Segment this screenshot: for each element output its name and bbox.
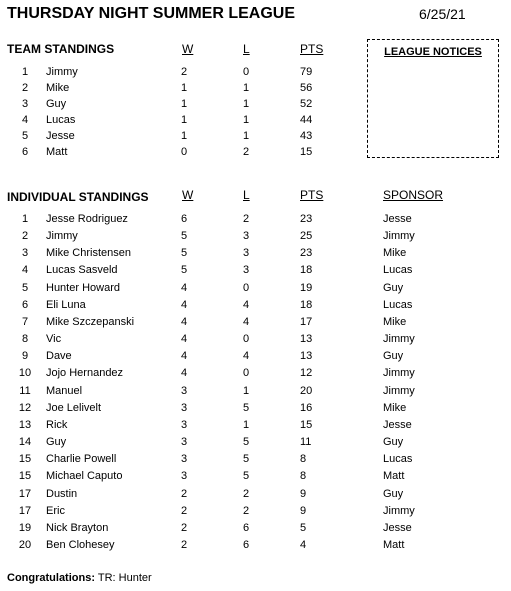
team-losses: 2 — [243, 146, 250, 158]
player-wins: 4 — [181, 299, 188, 311]
player-sponsor: Matt — [383, 470, 405, 482]
player-points: 17 — [300, 316, 313, 328]
team-name: Jimmy — [46, 66, 78, 78]
team-name: Lucas — [46, 114, 76, 126]
player-name: Vic — [46, 333, 62, 345]
player-name: Guy — [46, 436, 67, 448]
player-name: Dustin — [46, 488, 78, 500]
team-points: 43 — [300, 130, 313, 142]
team-name: Matt — [46, 146, 68, 158]
team-rank: 6 — [21, 146, 29, 158]
player-rank: 7 — [21, 316, 29, 328]
player-name: Jesse Rodriguez — [46, 213, 128, 225]
player-sponsor: Jimmy — [383, 385, 415, 397]
player-wins: 4 — [181, 367, 188, 379]
team-losses: 1 — [243, 114, 250, 126]
player-wins: 4 — [181, 333, 188, 345]
player-points: 18 — [300, 264, 313, 276]
indiv-col-l: L — [243, 188, 250, 202]
player-name: Rick — [46, 419, 68, 431]
player-losses: 0 — [243, 282, 250, 294]
team-wins: 1 — [181, 82, 188, 94]
player-name: Jojo Hernandez — [46, 367, 124, 379]
player-points: 16 — [300, 402, 313, 414]
player-sponsor: Lucas — [383, 453, 413, 465]
player-name: Mike Szczepanski — [46, 316, 135, 328]
player-wins: 3 — [181, 419, 188, 431]
player-losses: 4 — [243, 299, 250, 311]
player-points: 23 — [300, 213, 313, 225]
player-wins: 5 — [181, 264, 188, 276]
player-name: Hunter Howard — [46, 282, 120, 294]
player-name: Lucas Sasveld — [46, 264, 118, 276]
player-sponsor: Guy — [383, 488, 404, 500]
player-sponsor: Mike — [383, 247, 407, 259]
player-rank: 19 — [18, 522, 32, 534]
player-losses: 1 — [243, 419, 250, 431]
team-name: Guy — [46, 98, 67, 110]
team-col-pts: PTS — [300, 42, 324, 56]
player-losses: 0 — [243, 367, 250, 379]
player-name: Eric — [46, 505, 65, 517]
player-wins: 2 — [181, 488, 188, 500]
player-points: 8 — [300, 453, 307, 465]
player-sponsor: Guy — [383, 282, 404, 294]
team-wins: 1 — [181, 114, 188, 126]
player-wins: 5 — [181, 247, 188, 259]
team-wins: 2 — [181, 66, 188, 78]
indiv-col-w: W — [182, 188, 194, 202]
player-sponsor: Guy — [383, 350, 404, 362]
player-losses: 5 — [243, 470, 250, 482]
player-rank: 1 — [21, 213, 29, 225]
player-wins: 5 — [181, 230, 188, 242]
team-rank: 3 — [21, 98, 29, 110]
team-wins: 0 — [181, 146, 188, 158]
team-col-l: L — [243, 42, 250, 56]
player-sponsor: Mike — [383, 316, 407, 328]
player-wins: 2 — [181, 505, 188, 517]
team-name: Mike — [46, 82, 70, 94]
team-standings-heading: TEAM STANDINGS — [7, 42, 115, 56]
player-sponsor: Jimmy — [383, 333, 415, 345]
congratulations-line — [7, 572, 152, 584]
individual-standings-heading: INDIVIDUAL STANDINGS — [7, 190, 149, 204]
player-points: 19 — [300, 282, 313, 294]
player-wins: 3 — [181, 436, 188, 448]
team-rank: 2 — [21, 82, 29, 94]
team-losses: 0 — [243, 66, 250, 78]
player-sponsor: Matt — [383, 539, 405, 551]
congratulations-text: TR: Hunter — [97, 572, 152, 584]
player-rank: 3 — [21, 247, 29, 259]
player-losses: 3 — [243, 247, 250, 259]
team-points: 44 — [300, 114, 313, 126]
player-points: 13 — [300, 350, 313, 362]
player-losses: 5 — [243, 453, 250, 465]
player-wins: 3 — [181, 453, 188, 465]
player-wins: 2 — [181, 539, 188, 551]
player-points: 5 — [300, 522, 307, 534]
player-name: Mike Christensen — [46, 247, 131, 259]
player-losses: 1 — [243, 385, 250, 397]
player-rank: 9 — [21, 350, 29, 362]
player-rank: 8 — [21, 333, 29, 345]
player-name: Ben Clohesey — [46, 539, 115, 551]
player-points: 4 — [300, 539, 307, 551]
player-losses: 2 — [243, 488, 250, 500]
team-points: 52 — [300, 98, 313, 110]
player-rank: 15 — [18, 470, 32, 482]
player-rank: 11 — [19, 385, 31, 397]
player-sponsor: Lucas — [383, 264, 413, 276]
player-points: 9 — [300, 505, 307, 517]
team-col-w: W — [182, 42, 194, 56]
player-losses: 5 — [243, 402, 250, 414]
player-sponsor: Guy — [383, 436, 404, 448]
player-rank: 4 — [21, 264, 29, 276]
player-wins: 4 — [181, 282, 188, 294]
player-points: 8 — [300, 470, 307, 482]
player-points: 25 — [300, 230, 313, 242]
player-losses: 4 — [243, 350, 250, 362]
report-date: 6/25/21 — [419, 6, 466, 22]
player-sponsor: Jesse — [383, 419, 412, 431]
player-points: 15 — [300, 419, 313, 431]
player-name: Dave — [46, 350, 72, 362]
congratulations-label: Congratulations: — [7, 572, 95, 584]
player-sponsor: Lucas — [383, 299, 413, 311]
player-rank: 10 — [18, 367, 32, 379]
player-rank: 12 — [18, 402, 32, 414]
player-name: Eli Luna — [46, 299, 86, 311]
player-losses: 6 — [243, 539, 250, 551]
player-losses: 4 — [243, 316, 250, 328]
player-points: 9 — [300, 488, 307, 500]
player-wins: 3 — [181, 385, 188, 397]
team-name: Jesse — [46, 130, 75, 142]
player-wins: 4 — [181, 350, 188, 362]
player-points: 12 — [300, 367, 313, 379]
player-wins: 3 — [181, 402, 188, 414]
player-points: 11 — [300, 436, 312, 448]
team-points: 15 — [300, 146, 313, 158]
player-sponsor: Mike — [383, 402, 407, 414]
player-rank: 6 — [21, 299, 29, 311]
team-rank: 1 — [21, 66, 29, 78]
team-wins: 1 — [181, 130, 188, 142]
page-title: THURSDAY NIGHT SUMMER LEAGUE — [7, 5, 296, 22]
player-losses: 3 — [243, 230, 250, 242]
team-losses: 1 — [243, 130, 250, 142]
team-points: 56 — [300, 82, 313, 94]
league-notices-heading: LEAGUE NOTICES — [384, 46, 482, 58]
player-points: 23 — [300, 247, 313, 259]
player-wins: 2 — [181, 522, 188, 534]
player-rank: 15 — [18, 453, 32, 465]
player-rank: 5 — [21, 282, 29, 294]
player-rank: 20 — [18, 539, 32, 551]
team-losses: 1 — [243, 98, 250, 110]
team-rank: 5 — [21, 130, 29, 142]
player-losses: 2 — [243, 213, 250, 225]
team-losses: 1 — [243, 82, 250, 94]
player-losses: 2 — [243, 505, 250, 517]
player-sponsor: Jimmy — [383, 505, 415, 517]
team-points: 79 — [300, 66, 313, 78]
player-rank: 17 — [18, 488, 32, 500]
player-name: Nick Brayton — [46, 522, 109, 534]
player-rank: 2 — [21, 230, 29, 242]
player-rank: 14 — [18, 436, 32, 448]
player-name: Charlie Powell — [46, 453, 117, 465]
player-name: Joe Lelivelt — [46, 402, 102, 414]
indiv-col-sponsor: SPONSOR — [383, 188, 444, 202]
player-sponsor: Jesse — [383, 213, 412, 225]
player-name: Manuel — [46, 385, 83, 397]
player-points: 18 — [300, 299, 313, 311]
player-losses: 0 — [243, 333, 250, 345]
player-rank: 13 — [18, 419, 32, 431]
player-losses: 3 — [243, 264, 250, 276]
player-name: Michael Caputo — [46, 470, 123, 482]
player-wins: 3 — [181, 470, 188, 482]
player-name: Jimmy — [46, 230, 78, 242]
player-points: 13 — [300, 333, 313, 345]
league-notices-box — [367, 39, 499, 158]
player-sponsor: Jimmy — [383, 367, 415, 379]
player-wins: 4 — [181, 316, 188, 328]
player-sponsor: Jimmy — [383, 230, 415, 242]
player-losses: 5 — [243, 436, 250, 448]
player-points: 20 — [300, 385, 313, 397]
indiv-col-pts: PTS — [300, 188, 324, 202]
team-wins: 1 — [181, 98, 188, 110]
player-losses: 6 — [243, 522, 250, 534]
player-rank: 17 — [18, 505, 32, 517]
player-sponsor: Jesse — [383, 522, 412, 534]
team-rank: 4 — [21, 114, 29, 126]
player-wins: 6 — [181, 213, 188, 225]
